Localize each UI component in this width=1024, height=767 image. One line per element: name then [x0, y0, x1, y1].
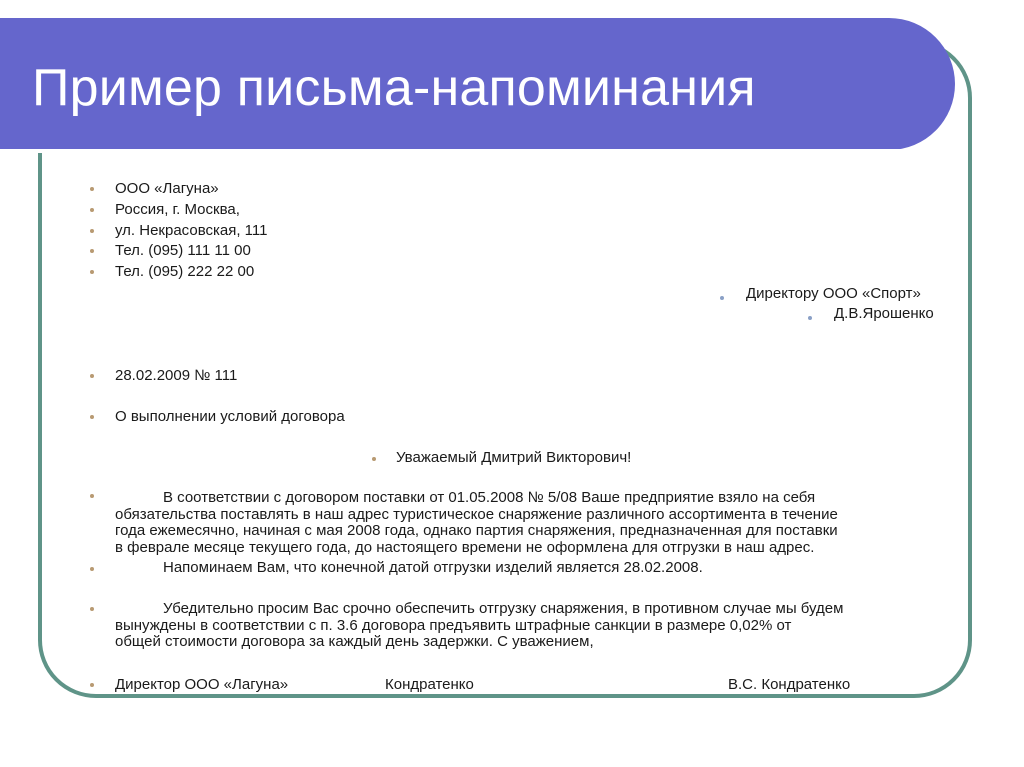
title-bar — [0, 18, 955, 150]
body-paragraph — [115, 560, 955, 577]
recipient-line: Д.В.Ярошенко — [834, 305, 934, 322]
title-underline — [0, 149, 908, 153]
sender-line: ул. Некрасовская, 111 — [115, 222, 268, 239]
paragraph-line: вынуждены в соответствии с п. 3.6 договора предъявить штрафные санкции в размере 0,02% от — [115, 616, 792, 634]
bullet-icon — [90, 415, 94, 419]
body-paragraph — [115, 490, 955, 556]
sender-line: Россия, г. Москва, — [115, 201, 240, 218]
sender-line: Тел. (095) 222 22 00 — [115, 263, 255, 280]
letter-salutation: Уважаемый Дмитрий Викторович! — [396, 449, 632, 466]
bullet-icon — [90, 607, 94, 611]
bullet-icon — [808, 316, 812, 320]
paragraph-line: обязательства поставлять в наш адрес туристическое снаряжение различного ассортимента в течение — [115, 505, 838, 523]
paragraph-line: года ежемесячно, начиная с мая 2008 года, однако партия снаряжения, предназначенная для поставки — [115, 522, 838, 539]
bullet-icon — [372, 457, 376, 461]
bullet-icon — [90, 270, 94, 274]
signature-name: В.С. Кондратенко — [728, 676, 851, 693]
signature-position: Директор ООО «Лагуна» — [115, 676, 289, 693]
signature-mark: Кондратенко — [385, 676, 474, 693]
bullet-icon — [90, 494, 94, 498]
paragraph-line: Напоминаем Вам, что конечной датой отгрузки изделий является 28.02.2008. — [163, 559, 703, 576]
sender-line: ООО «Лагуна» — [115, 180, 219, 197]
bullet-icon — [90, 187, 94, 191]
body-paragraph — [115, 601, 955, 651]
bullet-icon — [90, 374, 94, 378]
bullet-icon — [90, 229, 94, 233]
bullet-icon — [90, 249, 94, 253]
paragraph-line: общей стоимости договора за каждый день задержки. С уважением, — [115, 633, 594, 650]
bullet-icon — [90, 683, 94, 687]
recipient-line: Директору ООО «Спорт» — [746, 285, 921, 302]
paragraph-line: в феврале месяце текущего года, до настоящего времени не оформлена для отгрузки в наш адрес. — [115, 538, 815, 556]
slide-title: Пример письма-напоминания — [32, 59, 756, 117]
bullet-icon — [720, 296, 724, 300]
bullet-icon — [90, 567, 94, 571]
paragraph-line: Убедительно просим Вас срочно обеспечить отгрузку снаряжения, в противном случае мы будем — [163, 600, 844, 617]
sender-line: Тел. (095) 111 11 00 — [115, 242, 251, 259]
letter-subject: О выполнении условий договора — [115, 408, 345, 425]
paragraph-line: В соответствии с договором поставки от 01.05.2008 № 5/08 Ваше предприятие взяло на себя — [163, 489, 816, 506]
bullet-icon — [90, 208, 94, 212]
letter-date-number: 28.02.2009 № 111 — [115, 367, 238, 384]
